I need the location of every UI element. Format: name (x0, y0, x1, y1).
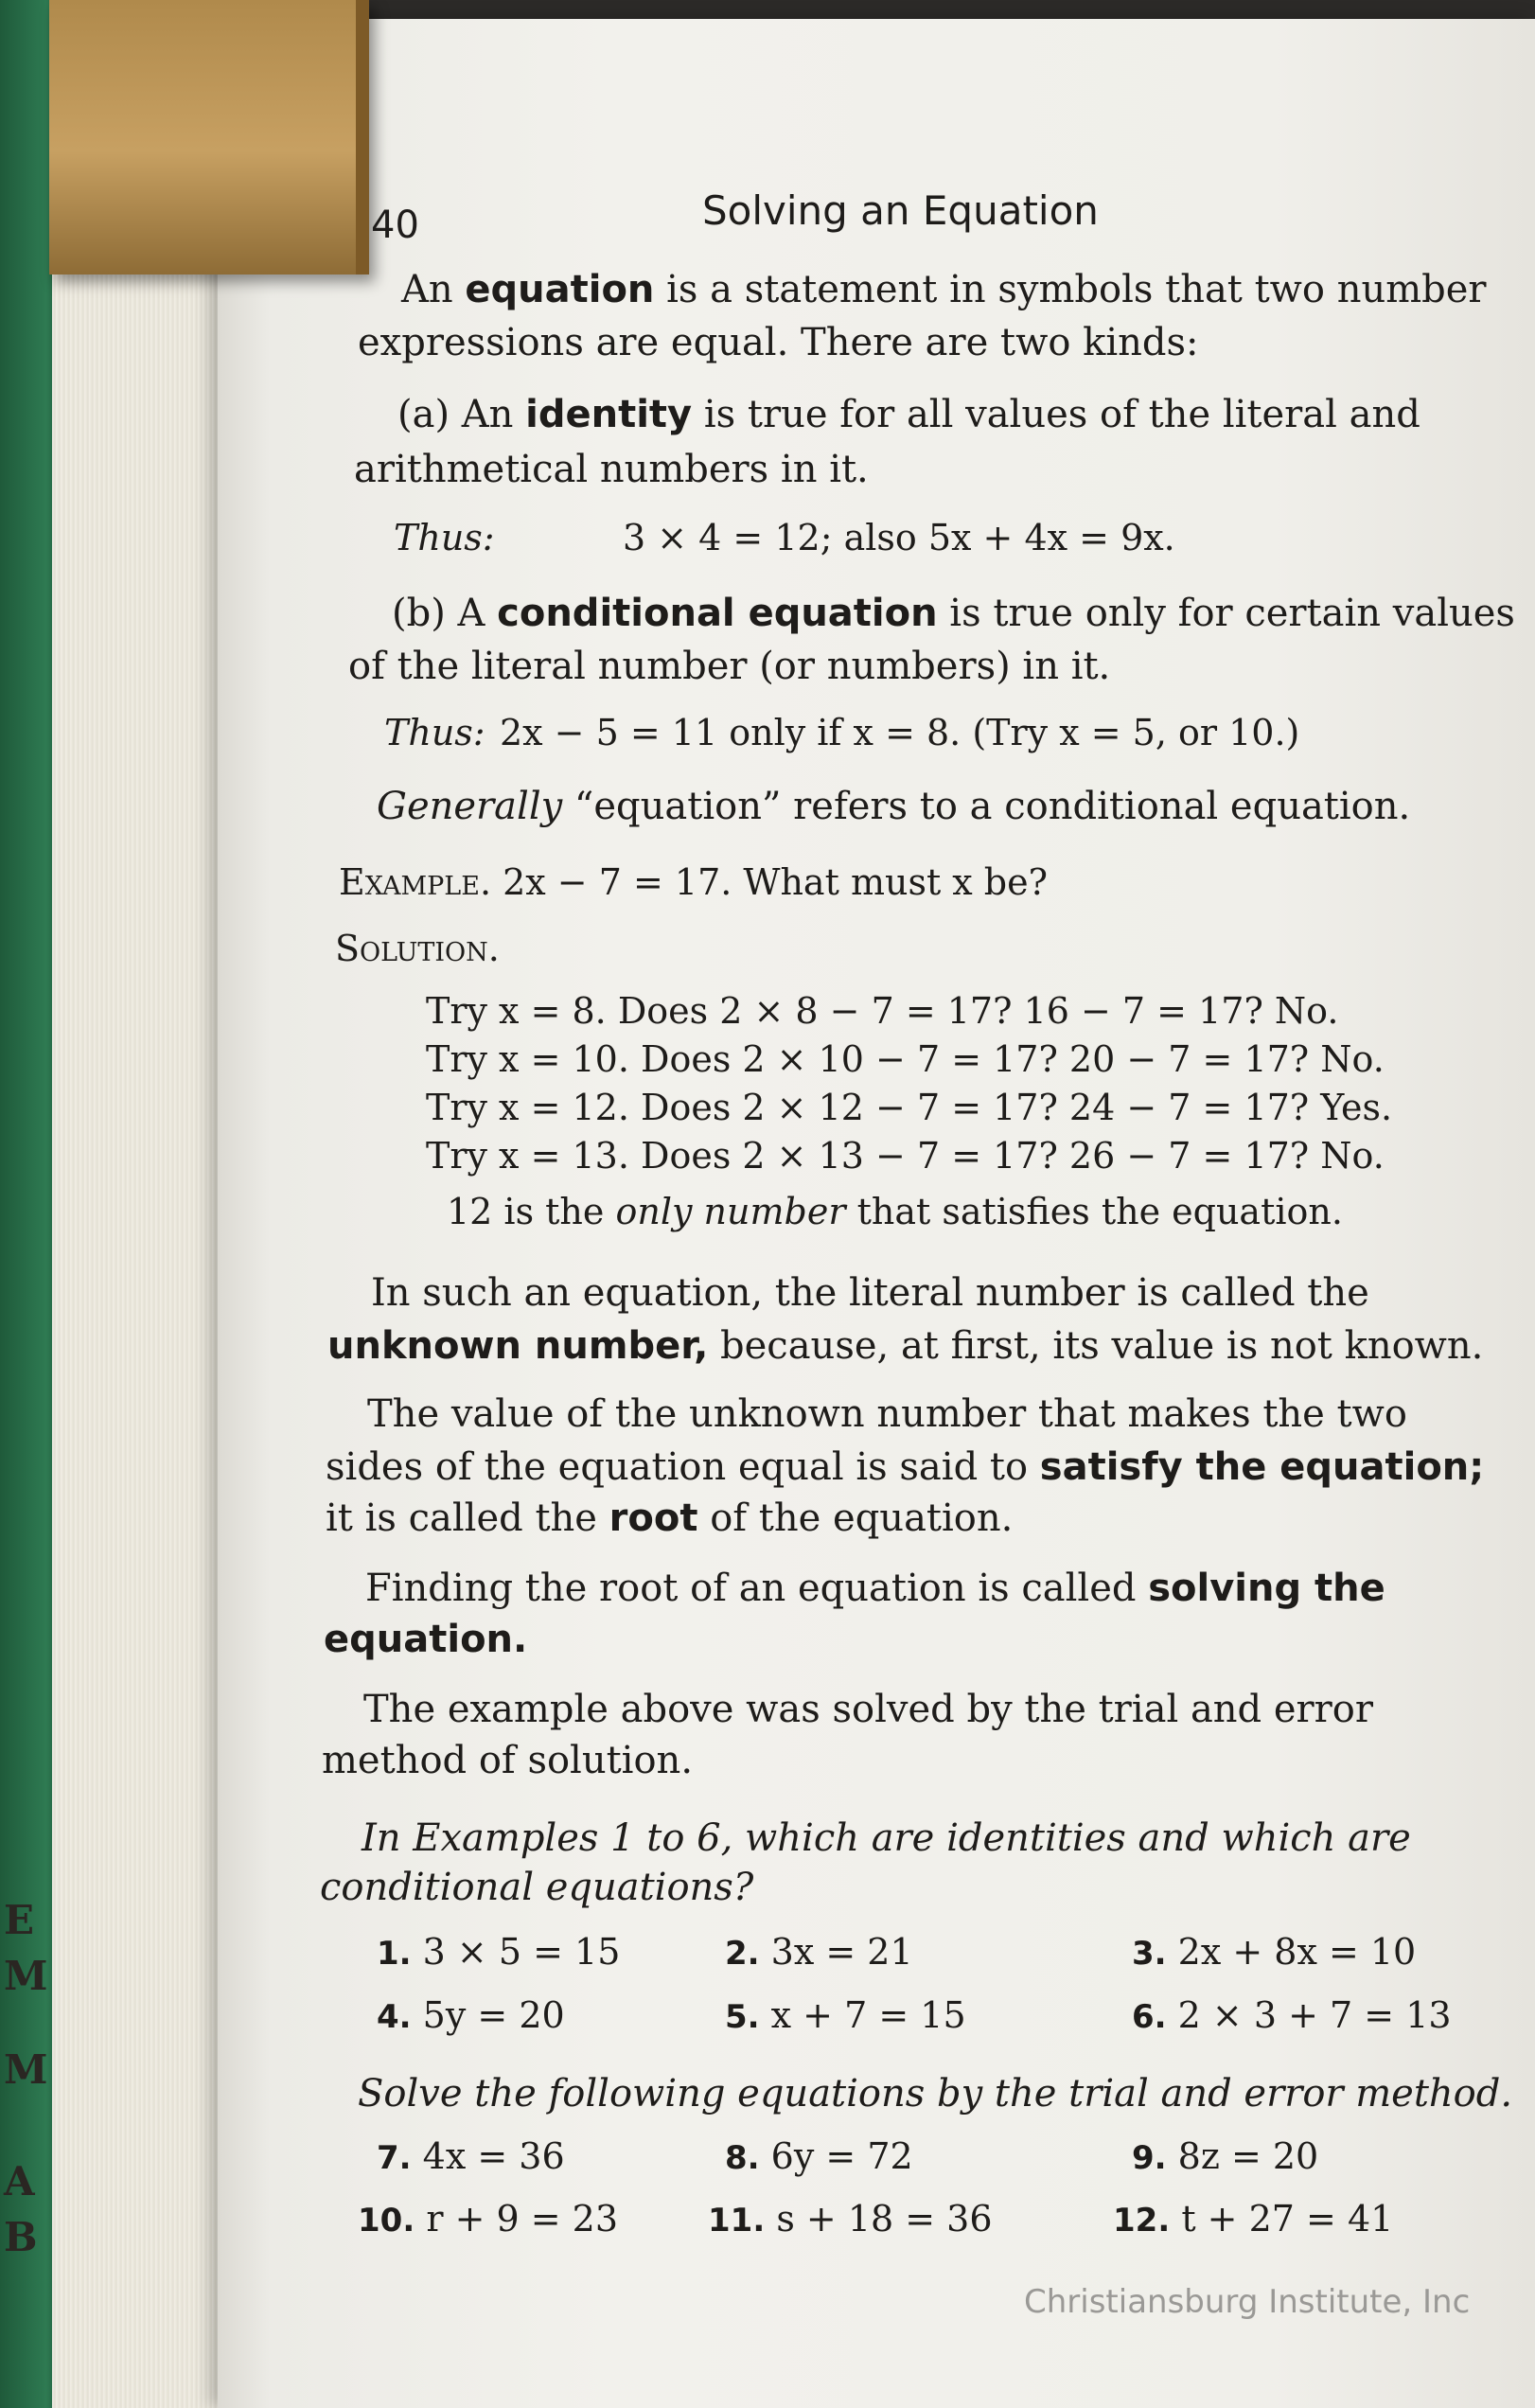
example-conclusion: 12 is the only number that satisfies the equation. (447, 1191, 1343, 1232)
trial-line: Try x = 13. Does 2 × 13 − 7 = 17? 26 − 7 = 17? No. (426, 1135, 1385, 1177)
conditional-line-2: of the literal number (or numbers) in it. (348, 645, 1111, 688)
unknown-line-1: In such an equation, the literal number is called the (371, 1271, 1369, 1315)
exercise-item: 1. 3 × 5 = 15 (377, 1931, 621, 1973)
trial-line: Try x = 10. Does 2 × 10 − 7 = 17? 20 − 7 = 17? No. (426, 1038, 1385, 1080)
side-letter: B (4, 2214, 38, 2261)
exercise-item: 12. t + 27 = 41 (1113, 2198, 1394, 2240)
solving-line-1: Finding the root of an equation is called solving the (365, 1567, 1385, 1610)
conditional-line-1: (b) A conditional equation is true only for certain values (392, 592, 1515, 635)
unknown-line-2: unknown number, because, at first, its value is not known. (327, 1324, 1484, 1368)
exercise-item: 9. 8z = 20 (1132, 2135, 1319, 2177)
example-label: Example. (339, 861, 492, 903)
satisfy-line-2: sides of the equation equal is said to satisfy the equation; (326, 1445, 1485, 1489)
generally-line: Generally “equation” refers to a conditional equation. (377, 785, 1411, 828)
identity-example: 3 × 4 = 12; also 5x + 4x = 9x. (623, 517, 1175, 558)
identity-line-1: (a) An identity is true for all values of the literal and (397, 393, 1420, 436)
term-root: root (609, 1496, 698, 1540)
exercise-instruction-1: In Examples 1 to 6, which are identities and which are (362, 1816, 1411, 1860)
page-number: 40 (371, 204, 419, 247)
watermark: Christiansburg Institute, Inc (1024, 2283, 1471, 2321)
conditional-thus: Thus: (384, 712, 485, 753)
exercise-item: 2. 3x = 21 (725, 1931, 913, 1973)
side-letter: E (4, 1897, 35, 1943)
term-identity: identity (525, 393, 693, 436)
satisfy-line-1: The value of the unknown number that makes the two (367, 1392, 1407, 1436)
identity-line-2: arithmetical numbers in it. (354, 448, 869, 491)
solution-label: Solution. (335, 928, 500, 969)
term-conditional-equation: conditional equation (497, 592, 938, 635)
exercise-item: 8. 6y = 72 (725, 2135, 913, 2177)
intro-line-2: expressions are equal. There are two kinds: (358, 321, 1199, 364)
exercise-item: 7. 4x = 36 (377, 2135, 565, 2177)
satisfy-line-3: it is called the root of the equation. (326, 1496, 1014, 1540)
trial-method-line-1: The example above was solved by the trial and error (363, 1688, 1373, 1731)
exercise-instruction-3: Solve the following equations by the trial and error method. (358, 2072, 1513, 2116)
example-statement: Example. 2x − 7 = 17. What must x be? (339, 861, 1048, 903)
exercise-instruction-2: conditional equations? (320, 1866, 754, 1909)
exercise-item: 6. 2 × 3 + 7 = 13 (1132, 1994, 1452, 2036)
side-letters (4, 1893, 61, 2266)
conditional-example: 2x − 5 = 11 only if x = 8. (Try x = 5, or 10.) (500, 712, 1300, 753)
trial-line: Try x = 8. Does 2 × 8 − 7 = 17? 16 − 7 = 17? No. (426, 990, 1339, 1032)
exercise-item: 3. 2x + 8x = 10 (1132, 1931, 1417, 1973)
term-equation: equation (465, 268, 655, 311)
term-solving-the-equation: solving the (1148, 1567, 1385, 1610)
trial-method-line-2: method of solution. (322, 1739, 694, 1782)
term-unknown-number: unknown number, (327, 1324, 709, 1368)
page-title: Solving an Equation (702, 187, 1099, 234)
side-letter: M (4, 2045, 48, 2093)
page-edges (52, 237, 222, 2408)
solving-line-2: equation. (324, 1618, 528, 1661)
identity-thus: Thus: (394, 517, 495, 558)
intro-line-1: An equation is a statement in symbols that two number (401, 268, 1487, 311)
exercise-item: 10. r + 9 = 23 (358, 2198, 619, 2240)
wooden-tab (49, 0, 369, 274)
exercise-item: 5. x + 7 = 15 (725, 1994, 966, 2036)
term-satisfy-the-equation: satisfy the equation; (1039, 1445, 1485, 1489)
exercise-item: 11. s + 18 = 36 (708, 2198, 993, 2240)
side-letter: M (4, 1952, 48, 1999)
side-letter: A (4, 2158, 35, 2205)
trial-line: Try x = 12. Does 2 × 12 − 7 = 17? 24 − 7 = 17? Yes. (426, 1087, 1393, 1128)
exercise-item: 4. 5y = 20 (377, 1994, 565, 2036)
